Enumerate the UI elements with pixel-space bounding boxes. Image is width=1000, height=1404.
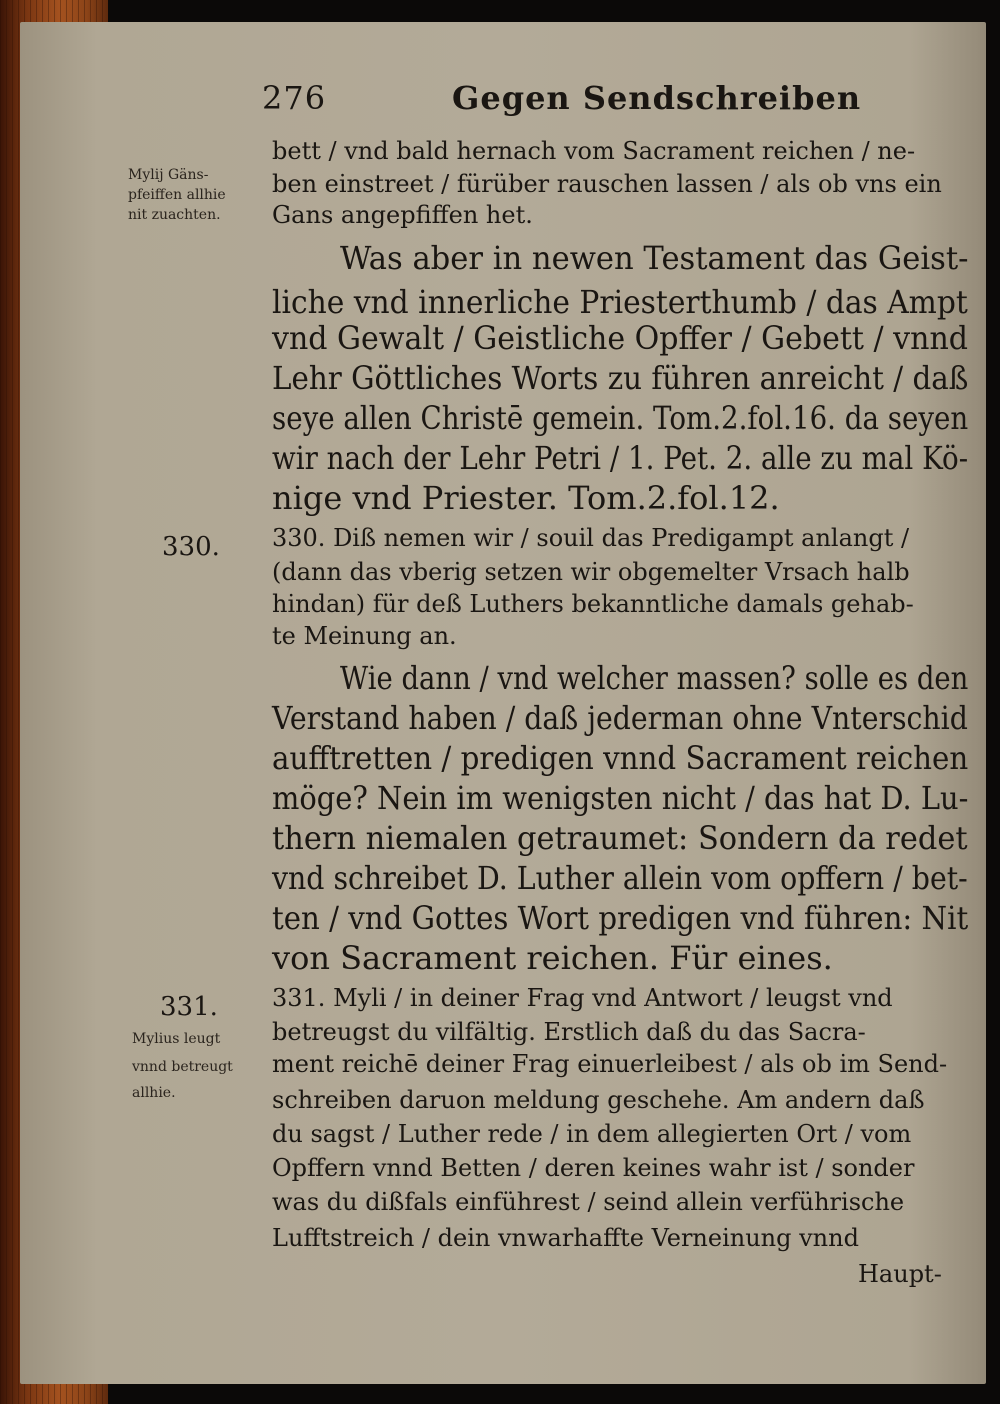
body-line: Gans angepfiffen het. <box>272 201 533 229</box>
body-line: thern niemalen getraumet: Sondern da redet <box>272 819 968 857</box>
body-line: vnd Gewalt / Geistliche Opffer / Gebett / vnnd <box>272 319 969 357</box>
margin-note-3-line-2: Mylius leugt <box>132 1031 221 1047</box>
catchword: Haupt- <box>858 1260 942 1288</box>
body-line: was du dißfals einführest / seind allein verführische <box>272 1188 905 1216</box>
body-line: schreiben daruon meldung geschehe. Am andern daß <box>272 1086 925 1114</box>
page-number: 276 <box>262 79 327 117</box>
body-line: Lehr Göttliches Worts zu führen anreicht / daß <box>272 359 969 397</box>
body-line: aufftretten / predigen vnnd Sacrament reichen <box>272 739 969 777</box>
body-line: vnd schreibet D. Luther allein vom opffern / bet- <box>272 859 968 897</box>
body-line: von Sacrament reichen. Für eines. <box>272 939 833 977</box>
body-line: Lufftstreich / dein vnwarhaffte Verneinung vnnd <box>272 1224 859 1252</box>
running-title: Gegen Sendschreiben <box>452 79 862 117</box>
body-line: seye allen Christē gemein. Tom.2.fol.16. da seyen <box>272 399 969 437</box>
body-line: (dann das vberig setzen wir obgemelter Vrsach halb <box>272 558 910 586</box>
body-line: Verstand haben / daß jederman ohne Vnterschid <box>272 699 968 737</box>
body-line: betreugst du vilfältig. Erstlich daß du das Sacra- <box>272 1018 866 1046</box>
body-line: nige vnd Priester. Tom.2.fol.12. <box>272 479 780 517</box>
body-line: ment reichē deiner Frag einuerleibest / als ob im Send- <box>272 1050 948 1078</box>
margin-note-3-line-1: 331. <box>160 992 218 1022</box>
body-line: hindan) für deß Luthers bekanntliche damals gehab- <box>272 590 914 618</box>
body-line: du sagst / Luther rede / in dem allegierten Ort / vom <box>272 1120 912 1148</box>
body-line: Was aber in newen Testament das Geist- <box>340 239 969 277</box>
margin-note-2: 330. <box>162 532 220 562</box>
body-line: liche vnd innerliche Priesterthumb / das Ampt <box>272 283 968 321</box>
margin-note-1-line-3: nit zuachten. <box>128 207 221 223</box>
body-line: 331. Myli / in deiner Frag vnd Antwort / leugst vnd <box>272 984 893 1012</box>
margin-note-3-line-3: vnnd betreugt <box>132 1059 233 1075</box>
body-line: wir nach der Lehr Petri / 1. Pet. 2. alle zu mal Kö- <box>272 439 969 477</box>
body-line: Opffern vnnd Betten / deren keines wahr ist / sonder <box>272 1154 915 1182</box>
margin-note-1-line-1: Mylij Gäns- <box>128 167 209 183</box>
body-line: bett / vnd bald hernach vom Sacrament reichen / ne- <box>272 137 916 165</box>
body-line: ten / vnd Gottes Wort predigen vnd führen: Nit <box>272 899 969 937</box>
margin-note-1-line-2: pfeiffen allhie <box>128 187 226 203</box>
body-line: 330. Diß nemen wir / souil das Predigampt anlangt / <box>272 524 910 552</box>
body-line: möge? Nein im wenigsten nicht / das hat D. Lu- <box>272 779 969 817</box>
margin-note-3-line-4: allhie. <box>132 1085 176 1101</box>
body-line: ben einstreet / fürüber rauschen lassen / als ob vns ein <box>272 170 942 198</box>
body-line: Wie dann / vnd welcher massen? solle es den <box>340 659 969 697</box>
body-line: te Meinung an. <box>272 622 457 650</box>
